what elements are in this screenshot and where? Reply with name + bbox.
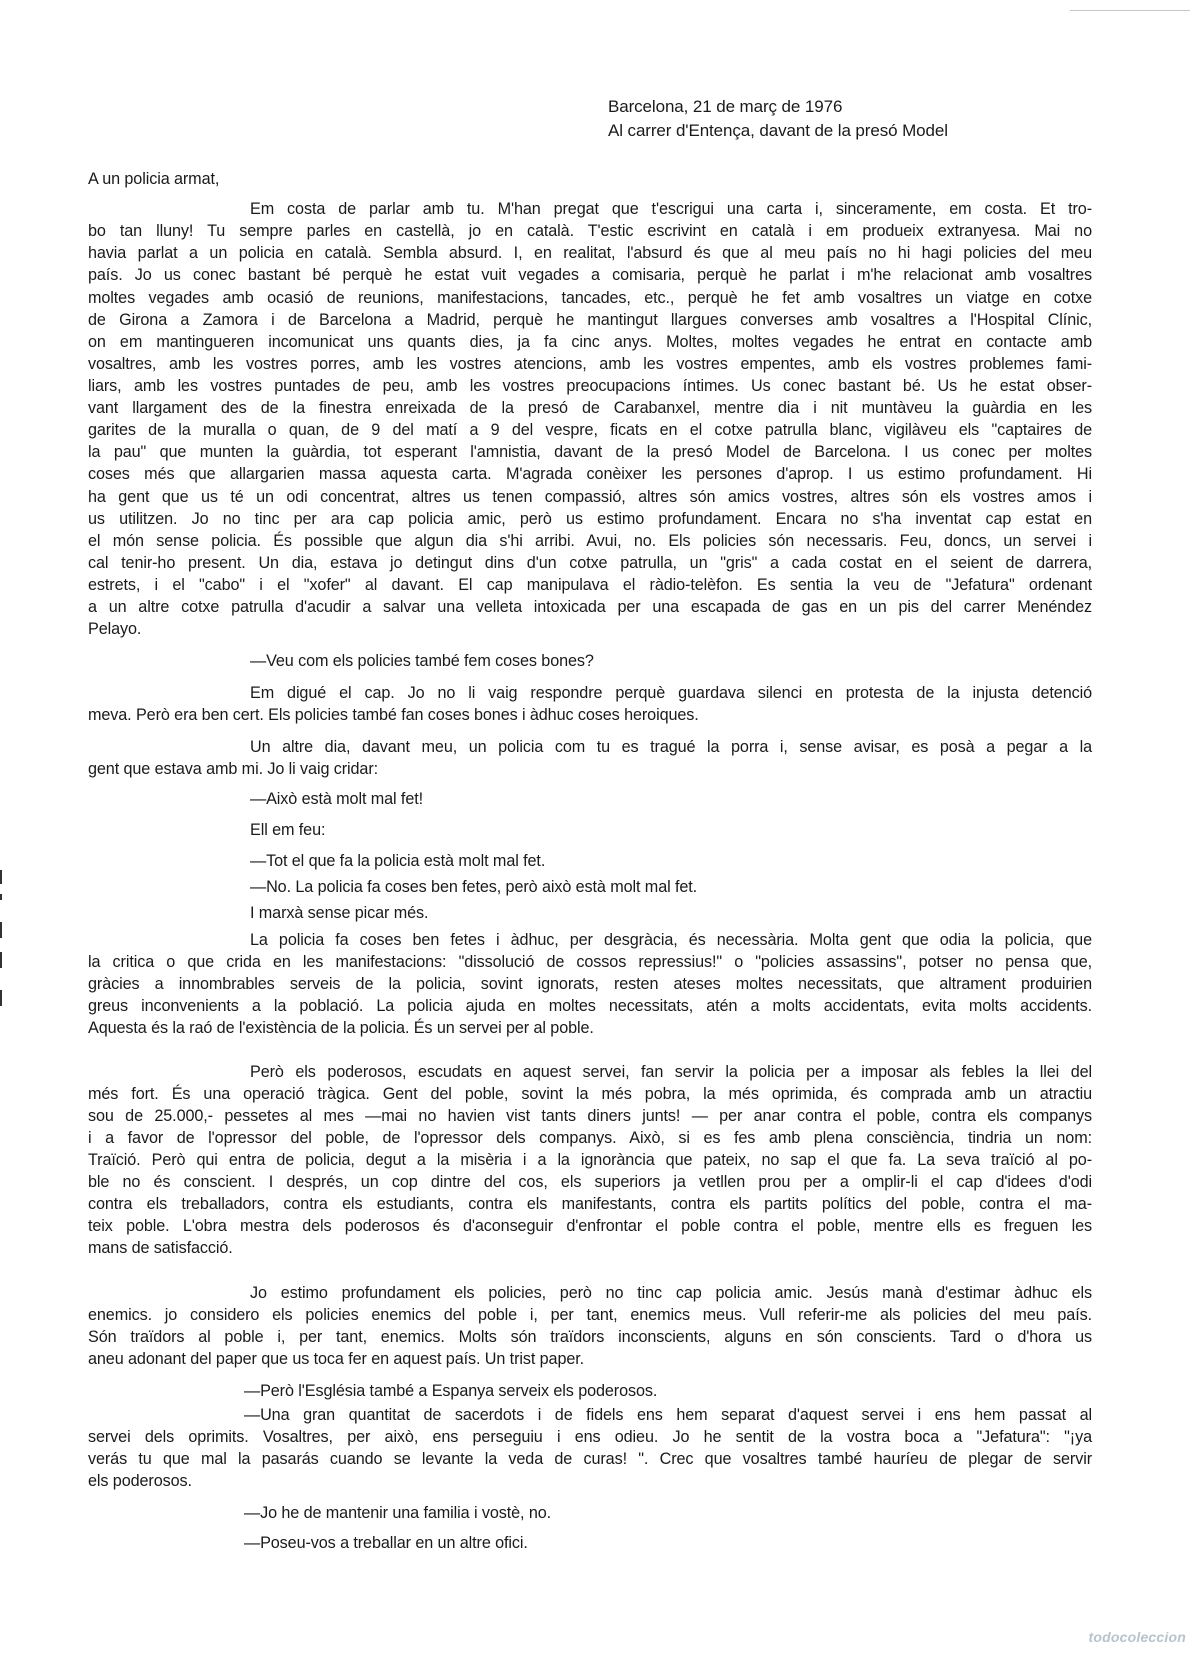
text-line: el món sense policia. És possible que algun dia s'hi arribi. Avui, no. Els policies són necessaris. Feu, doncs, un servei i <box>88 532 1092 550</box>
text-line: bo tan lluny! Tu sempre parles en castellà, jo en català. T'estic escrivint en català i em produeix extranyesa. Mai no <box>88 222 1092 240</box>
text-line: Jo estimo profundament els policies, però no tinc cap policia amic. Jesús manà d'estimar àdhuc els <box>250 1284 1092 1302</box>
text-line: greus inconvenients a la població. La policia ajuda en moltes necessitats, atén a molts accidentats, evita molts accidents. <box>88 997 1092 1015</box>
text-line: Aquesta és la raó de l'existència de la policia. És un servei per al poble. <box>88 1019 594 1037</box>
text-line: —Una gran quantitat de sacerdots i de fidels ens hem separat d'aquest servei i ens hem passat al <box>244 1406 1092 1424</box>
text-line: i a favor de l'opressor del poble, de l'opressor dels companys. Això, si es fes amb plena consciència, tindria un nom: <box>88 1129 1092 1147</box>
text-line: —Veu com els policies també fem coses bones? <box>250 652 594 670</box>
text-line: la pau" que munten la guàrdia, tot esperant l'amnistia, davant de la presó Model de Barcelona. I us conec per moltes <box>88 443 1092 461</box>
text-line: on em mantingueren incomunicat uns quants dies, ja fa cinc anys. Moltes, moltes vegades he entrat en contacte amb <box>88 333 1092 351</box>
text-line: Ell em feu: <box>250 821 326 839</box>
text-line: La policia fa coses ben fetes i àdhuc, per desgràcia, és necessària. Molta gent que odia la policia, que <box>250 931 1092 949</box>
text-line: liars, amb les vostres puntades de peu, amb les vostres preocupacions íntimes. Us conec bastant bé. Us he estat obser- <box>88 377 1092 395</box>
salutation: A un policia armat, <box>88 170 220 188</box>
text-line: Però els poderosos, escudats en aquest servei, fan servir la policia per a imposar als febles la llei del <box>250 1063 1092 1081</box>
text-line: estrets, i el "cabo" i el "xofer" al davant. El cap manipulava el ràdio-telèfon. Es sentia la veu de "Jefatura" ordenant <box>88 576 1092 594</box>
text-line: moltes vegades amb ocasió de reunions, manifestacions, tancades, etc., perquè he fet amb vosaltres un viatge en cotxe <box>88 289 1092 307</box>
top-rule <box>1070 10 1190 11</box>
watermark-logo: todocoleccion <box>1088 1629 1186 1645</box>
text-line: Són traïdors al poble i, per tant, enemics. Molts són traïdors inconscients, alguns en són conscients. Tard o d'hora us <box>88 1328 1092 1346</box>
text-line: servei dels oprimits. Vosaltres, per això, ens perseguiu i ens odieu. Jo he sentit de la vostra boca a "Jefatura": "¡ya <box>88 1428 1092 1446</box>
text-line: país. Jo us conec bastant bé perquè he estat vuit vegades a comisaria, perquè he parlat i m'he relacionat amb vosaltres <box>88 266 1092 284</box>
text-line: aneu adonant del paper que us toca fer en aquest país. Un trist paper. <box>88 1350 585 1368</box>
margin-mark <box>0 990 2 1006</box>
text-line: coses més que allargarien massa aquesta carta. M'agrada conèixer les persones d'aprop. I us estimo profundament. Hi <box>88 465 1092 483</box>
text-line: Pelayo. <box>88 620 142 638</box>
text-line: ble no és conscient. I després, un cop dintre del cos, els superiors ja vetllen prou per a omplir-li el cap d'idees d'odi <box>88 1173 1092 1191</box>
text-line: enemics. jo considero els policies enemics del poble i, per tant, enemics meus. Vull referir-me als policies del meu país. <box>88 1306 1092 1324</box>
text-line: —Jo he de mantenir una familia i vostè, no. <box>244 1504 552 1522</box>
text-line: I marxà sense picar més. <box>250 904 429 922</box>
margin-mark <box>0 922 2 938</box>
text-line: la critica o que crida en les manifestacions: "dissolució de cossos repressius!" o "policies assassins", potser no pensa que, <box>88 953 1092 971</box>
text-line: vosaltres, amb les vostres porres, amb les vostres atencions, amb les vostres empentes, amb els vostres problemes fami- <box>88 355 1092 373</box>
text-line: Un altre dia, davant meu, un policia com tu es tragué la porra i, sense avisar, es posà a pegar a la <box>250 738 1092 756</box>
text-line: sou de 25.000,- pessetes al mes —mai no havien vist tants diners junts! — per anar contra el poble, contra els companys <box>88 1107 1092 1125</box>
text-line: Traïció. Però qui entra de policia, degut a la misèria i a la ignorància que pateix, no sap el que fa. La seva traïció al po- <box>88 1151 1092 1169</box>
text-line: teix poble. L'obra mestra dels poderosos és d'aconseguir d'enfrontar el poble contra el poble, mentre ells es freguen les <box>88 1217 1092 1235</box>
text-line: meva. Però era ben cert. Els policies també fan coses bones i àdhuc coses heroiques. <box>88 706 699 724</box>
text-line: —Això està molt mal fet! <box>250 790 424 808</box>
text-line: a un altre cotxe patrulla d'acudir a salvar una velleta intoxicada per una escapada de gas en un pis del carrer Menéndez <box>88 598 1092 616</box>
text-line: gràcies a innombrables serveis de la policia, sovint ignorats, resten ateses moltes necessitats, que altrament produirien <box>88 975 1092 993</box>
margin-mark <box>0 952 2 968</box>
text-line: més fort. És una operació tràgica. Gent del poble, sovint la més pobra, la més oprimida, és comprada amb un atractiu <box>88 1085 1092 1103</box>
text-line: —Poseu-vos a treballar en un altre ofici. <box>244 1534 528 1552</box>
place-line: Al carrer d'Entença, davant de la presó Model <box>608 121 948 140</box>
date-line: Barcelona, 21 de març de 1976 <box>608 97 843 116</box>
text-line: havia parlat a un policia en català. Sembla absurd. I, en realitat, l'absurd és que al meu país no hi hagi policies del meu <box>88 244 1092 262</box>
text-line: gent que estava amb mi. Jo li vaig cridar: <box>88 760 379 778</box>
text-line: cal tenir-ho present. Un dia, estava jo detingut dins d'un cotxe patrulla, un "gris" a cada costat en el seient de darrera, <box>88 554 1092 572</box>
text-line: —Però l'Església també a Espanya serveix els poderosos. <box>244 1382 658 1400</box>
text-line: mans de satisfacció. <box>88 1239 233 1257</box>
text-line: de Girona a Zamora i de Barcelona a Madrid, perquè he mantingut llargues converses amb vosaltres a l'Hospital Clínic, <box>88 311 1092 329</box>
text-line: vant llargament des de la finestra enreixada de la presó de Carabanxel, mentre dia i nit muntàveu la guàrdia en les <box>88 399 1092 417</box>
text-line: us utilitzen. Jo no tinc per ara cap policia amic, però us estimo profundament. Encara no s'ha inventat cap estat en <box>88 510 1092 528</box>
text-line: —No. La policia fa coses ben fetes, però això està molt mal fet. <box>250 878 698 896</box>
text-line: contra els treballadors, contra els estudiants, contra els manifestants, contra els partits polítics del poble, contra el ma- <box>88 1195 1092 1213</box>
text-line: Em costa de parlar amb tu. M'han pregat que t'escrigui una carta i, sinceramente, em costa. Et tro- <box>250 200 1092 218</box>
margin-mark <box>0 870 2 884</box>
margin-mark <box>0 894 2 900</box>
text-line: verás tu que mal la pasarás cuando se levante la veda de curas! ". Crec que vosaltres també hauríeu de plegar de servir <box>88 1450 1092 1468</box>
text-line: Em digué el cap. Jo no li vaig respondre perquè guardava silenci en protesta de la injusta detenció <box>250 684 1092 702</box>
text-line: ha gent que us té un odi concentrat, altres us tenen compassió, altres són amics vostres, altres són els vostres amos i <box>88 488 1092 506</box>
text-line: garites de la muralla o quan, de 9 del matí a 9 del vespre, ficats en el cotxe patrulla blanc, vigilàveu els "captaires de <box>88 421 1092 439</box>
text-line: —Tot el que fa la policia està molt mal fet. <box>250 852 546 870</box>
text-line: els poderosos. <box>88 1472 192 1490</box>
